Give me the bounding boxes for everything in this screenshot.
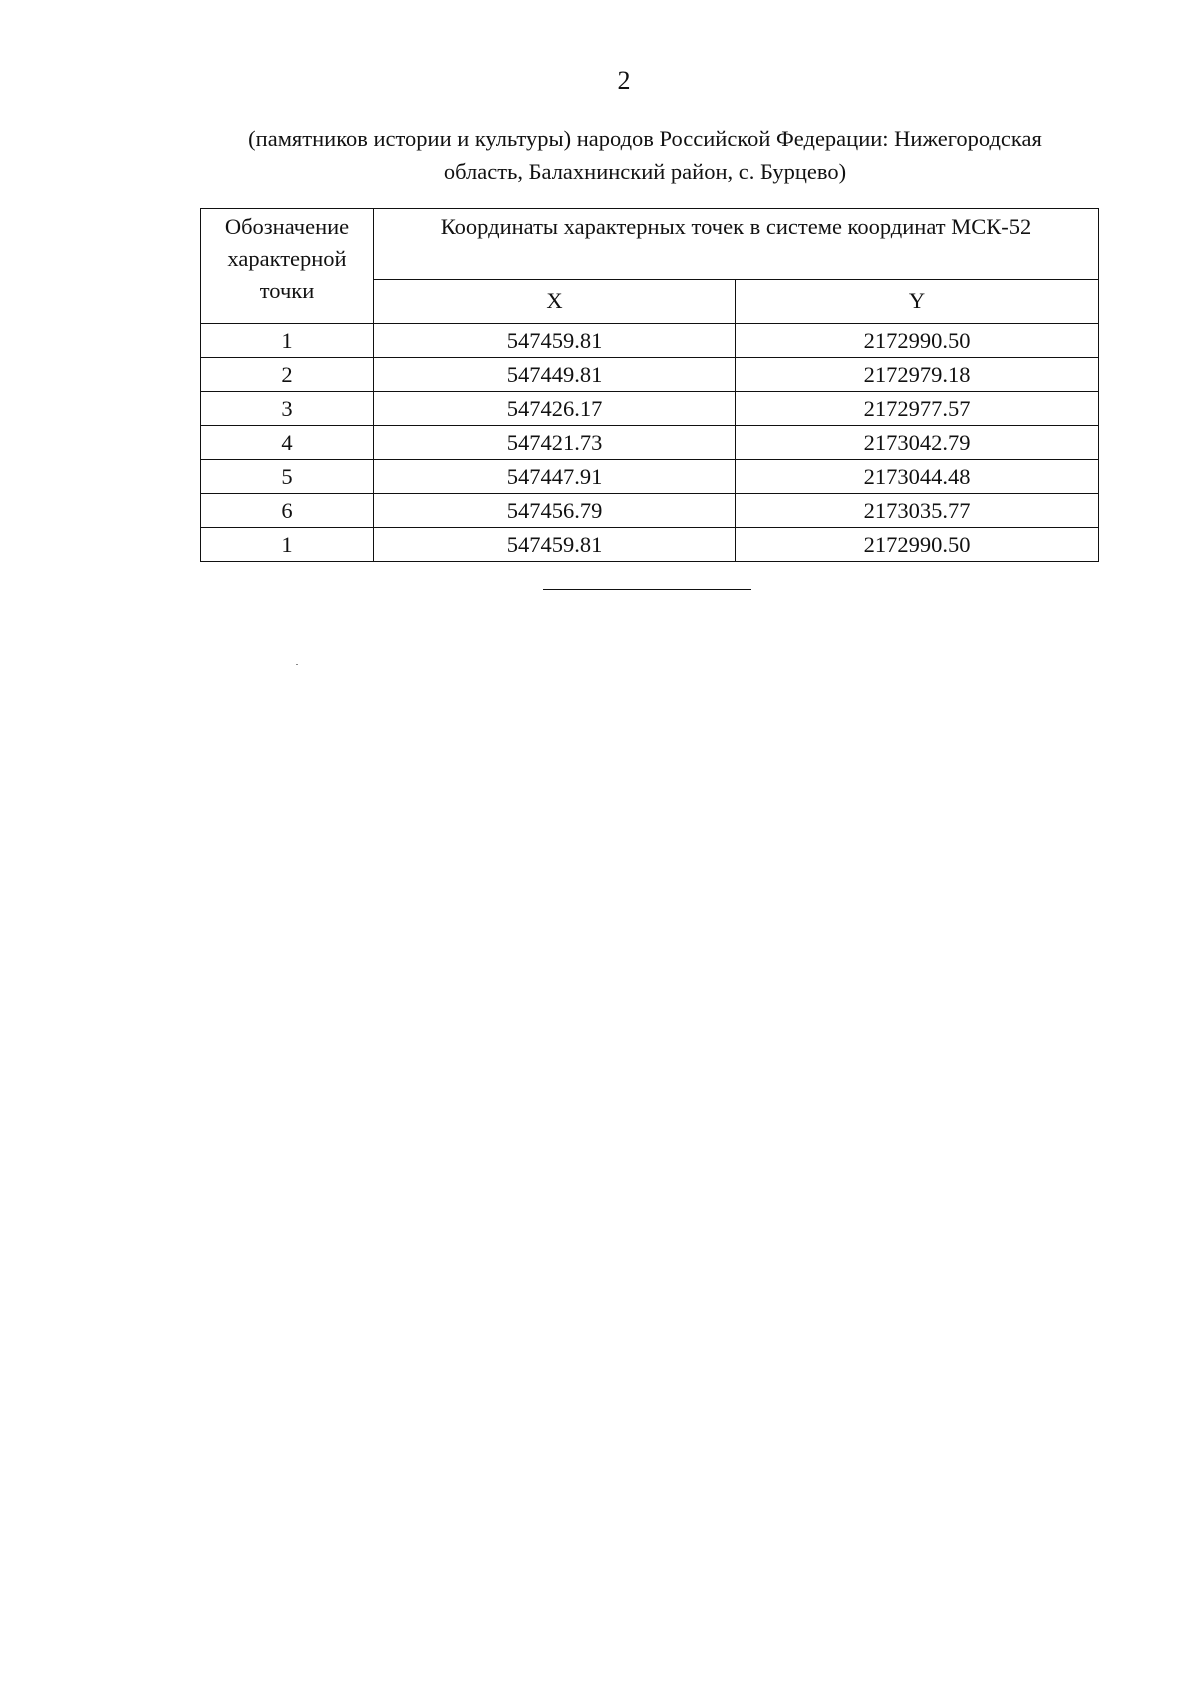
cell-x: 547459.81: [374, 324, 736, 358]
table-row: [201, 324, 1099, 358]
cell-y: 2172977.57: [736, 392, 1099, 426]
cell-point: 1: [201, 324, 374, 358]
cell-y: 2172990.50: [736, 324, 1099, 358]
table-row: [201, 426, 1099, 460]
cell-y: 2173035.77: [736, 494, 1099, 528]
cell-x: 547426.17: [374, 392, 736, 426]
header-x: X: [374, 279, 736, 323]
scan-speck: [296, 664, 298, 665]
heading-line-2: область, Балахнинский район, с. Бурцево): [443, 159, 847, 184]
cell-y: 2173044.48: [736, 460, 1099, 494]
cell-x: 547447.91: [374, 460, 736, 494]
header-coordinates-group: Координаты характерных точек в системе координат МСК-52: [374, 209, 1099, 280]
cell-point: 4: [201, 426, 374, 460]
header-y: Y: [736, 279, 1099, 323]
cell-x: 547459.81: [374, 528, 736, 562]
table-row: [201, 358, 1099, 392]
cell-point: 1: [201, 528, 374, 562]
cell-point: 3: [201, 392, 374, 426]
cell-point: 6: [201, 494, 374, 528]
end-of-document-rule: [543, 589, 751, 590]
cell-y: 2173042.79: [736, 426, 1099, 460]
table-row: [201, 460, 1099, 494]
cell-y: 2172979.18: [736, 358, 1099, 392]
document-heading: [190, 122, 1100, 188]
table-row: [201, 528, 1099, 562]
cell-x: 547449.81: [374, 358, 736, 392]
table-row: [201, 494, 1099, 528]
table-row: [201, 392, 1099, 426]
cell-x: 547456.79: [374, 494, 736, 528]
cell-point: 5: [201, 460, 374, 494]
cell-y: 2172990.50: [736, 528, 1099, 562]
cell-point: 2: [201, 358, 374, 392]
header-point-designation: Обозначение характерной точки: [201, 209, 374, 324]
coordinates-table: [200, 208, 1099, 562]
cell-x: 547421.73: [374, 426, 736, 460]
heading-line-1: (памятников истории и культуры) народов Российской Федерации: Нижегородская: [248, 126, 1042, 151]
page-number: 2: [617, 66, 631, 95]
